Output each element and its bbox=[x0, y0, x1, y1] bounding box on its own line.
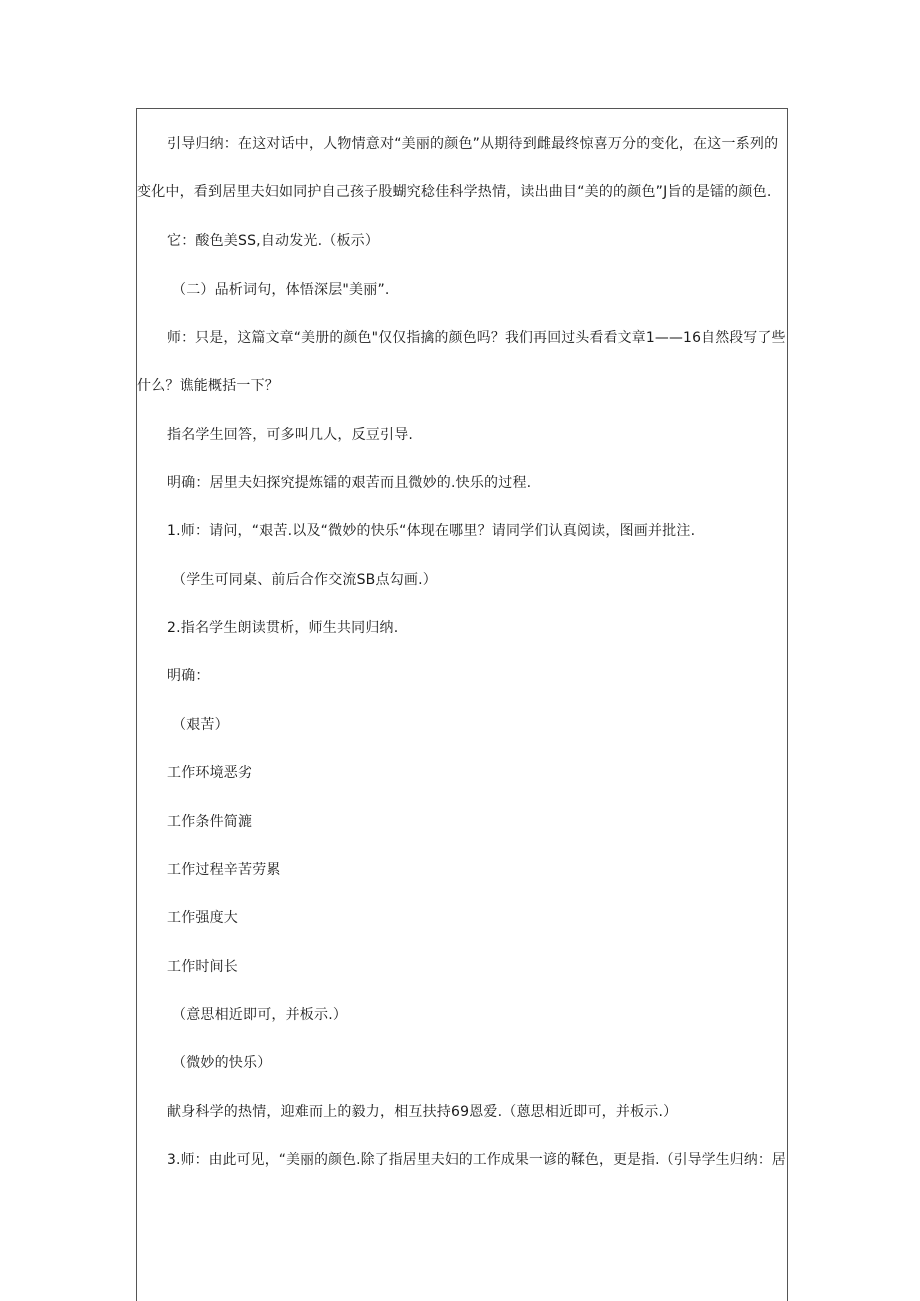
joy-heading: （微妙的快乐） bbox=[172, 1055, 272, 1071]
hardship-item-3: 工作过程辛苦劳累 bbox=[167, 862, 281, 878]
step-1-note: （学生可同桌、前后合作交流SB点勾画.） bbox=[172, 572, 437, 588]
teacher-question-line-1: 师：只是，这篇文章“美册的颜色"仅仅指擒的颜色吗？我们再回过头看看文章1——16自然段写了些 bbox=[167, 330, 786, 346]
clarification-process: 明确：居里夫妇探究提炼镭的艰苦而且微妙的.快乐的过程. bbox=[167, 475, 532, 491]
hardship-item-5: 工作时间长 bbox=[167, 959, 238, 975]
board-note-radium: 它：酸色美SS,自动发光.（板示） bbox=[167, 233, 380, 249]
clarification-label: 明确： bbox=[167, 668, 210, 684]
teacher-question-line-2: 什么？谯能概括一下？ bbox=[137, 378, 279, 394]
hardship-item-2: 工作条件简漉 bbox=[167, 814, 253, 830]
paragraph-summary-line-1: 引导归纳：在这对话中，人物情意对“美丽的颜色”从期待到雌最终惊喜万分的变化，在这一系列的 bbox=[167, 136, 779, 152]
joy-description: 献身科学的热情，迎难而上的毅力，相互扶持69恩爱.（蒽思相近即可，并板示.） bbox=[167, 1104, 678, 1120]
paragraph-summary-line-2: 变化中，看到居里夫妇如同护自己孩子股蝴究稔佳科学热情，读出曲目“美的的颜色”J旨的是镭的颜色. bbox=[137, 184, 772, 200]
instruction-answer: 指名学生回答，可多叫几人，反豆引导. bbox=[167, 427, 414, 443]
hardship-heading: （艰苦） bbox=[172, 717, 229, 733]
section-heading-2: （二）品析词句，体悟深层"美丽”. bbox=[172, 282, 390, 298]
step-3-conclusion: 3.师：由此可见，“美丽的颜色.除了指居里夫妇的工作成果一谚的鞣色，更是指.（引导学生归纳：居 bbox=[167, 1152, 786, 1168]
step-2-reading: 2.指名学生朗读贯析，师生共同归纳. bbox=[167, 620, 399, 636]
hardship-note: （意思相近即可，并板示.） bbox=[172, 1007, 348, 1023]
hardship-item-1: 工作环境恶劣 bbox=[167, 765, 253, 781]
hardship-item-4: 工作强度大 bbox=[167, 910, 238, 926]
step-1-question: 1.师：请问，“艰苦.以及“微妙的快乐“体现在哪里？请同学们认真阅读，图画并批注. bbox=[167, 523, 696, 539]
